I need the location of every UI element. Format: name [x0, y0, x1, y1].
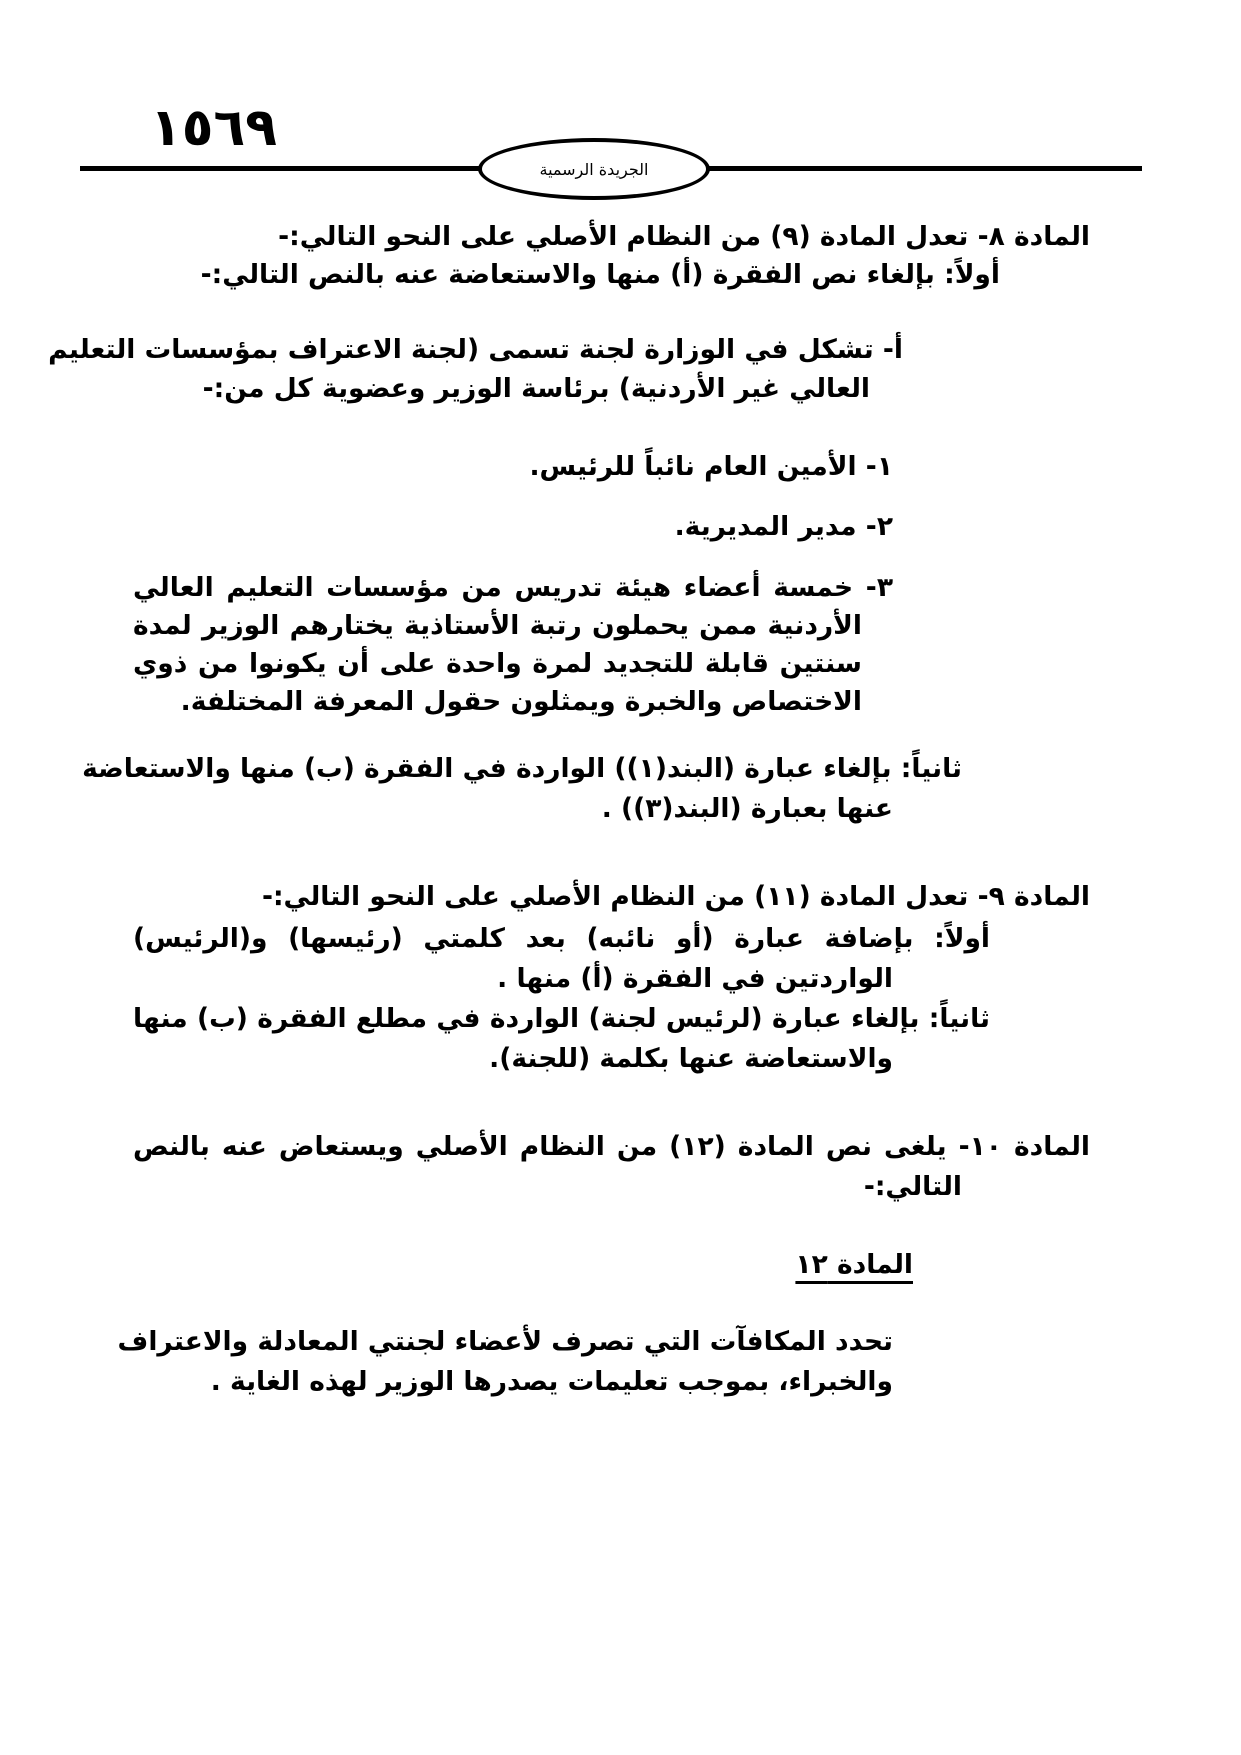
page-number: ١٥٦٩	[150, 98, 277, 158]
article-8-item-3-line4: الاختصاص والخبرة ويمثلون حقول المعرفة المختلفة.	[180, 686, 862, 717]
article-12-body-line2: والخبراء، بموجب تعليمات يصدرها الوزير لهذه الغاية .	[210, 1366, 893, 1397]
article-12-sub-heading: المادة ١٢	[795, 1249, 913, 1280]
article-10-heading-line1: المادة ١٠- يلغى نص المادة (١٢) من النظام الأصلي ويستعاض عنه بالنص	[133, 1131, 1090, 1162]
article-8-item-3-line1: ٣- خمسة أعضاء هيئة تدريس من مؤسسات التعليم العالي	[133, 572, 893, 603]
article-9-second-line2: والاستعاضة عنها بكلمة (للجنة).	[489, 1043, 893, 1074]
article-8-item-1: ١- الأمين العام نائباً للرئيس.	[529, 451, 893, 482]
article-8-para-a-line2: العالي غير الأردنية) برئاسة الوزير وعضوية كل من:-	[202, 373, 870, 404]
article-8-second-line1: ثانياً: بإلغاء عبارة (البند(١)) الواردة في الفقرة (ب) منها والاستعاضة	[82, 753, 962, 784]
article-8-item-2: ٢- مدير المديرية.	[674, 511, 893, 542]
article-8-first: أولاً: بإلغاء نص الفقرة (أ) منها والاستعاضة عنه بالنص التالي:-	[200, 259, 1000, 290]
article-8-item-3-line3: سنتين قابلة للتجديد لمرة واحدة على أن يكونوا من ذوي	[133, 648, 862, 679]
article-12-body-line1: تحدد المكافآت التي تصرف لأعضاء لجنتي المعادلة والاعتراف	[117, 1326, 893, 1357]
article-8-item-3-line2: الأردنية ممن يحملون رتبة الأستاذية يختارهم الوزير لمدة	[133, 610, 862, 641]
article-8-second-line2: عنها بعبارة (البند(٣)) .	[601, 793, 893, 824]
gazette-title: الجريدة الرسمية	[539, 159, 649, 179]
article-10-heading-line2: التالي:-	[863, 1171, 962, 1202]
article-9-first-line1: أولاً: بإضافة عبارة (أو نائبه) بعد كلمتي (رئيسها) و(الرئيس)	[133, 923, 990, 954]
article-9-first-line2: الواردتين في الفقرة (أ) منها .	[497, 963, 893, 994]
article-9-heading: المادة ٩- تعدل المادة (١١) من النظام الأصلي على النحو التالي:-	[261, 881, 1090, 912]
article-8-heading: المادة ٨- تعدل المادة (٩) من النظام الأصلي على النحو التالي:-	[278, 221, 1090, 252]
article-9-second-line1: ثانياً: بإلغاء عبارة (لرئيس لجنة) الواردة في مطلع الفقرة (ب) منها	[133, 1003, 990, 1034]
article-8-para-a-line1: أ- تشكل في الوزارة لجنة تسمى (لجنة الاعتراف بمؤسسات التعليم	[48, 334, 903, 365]
gazette-title-oval	[478, 138, 710, 200]
